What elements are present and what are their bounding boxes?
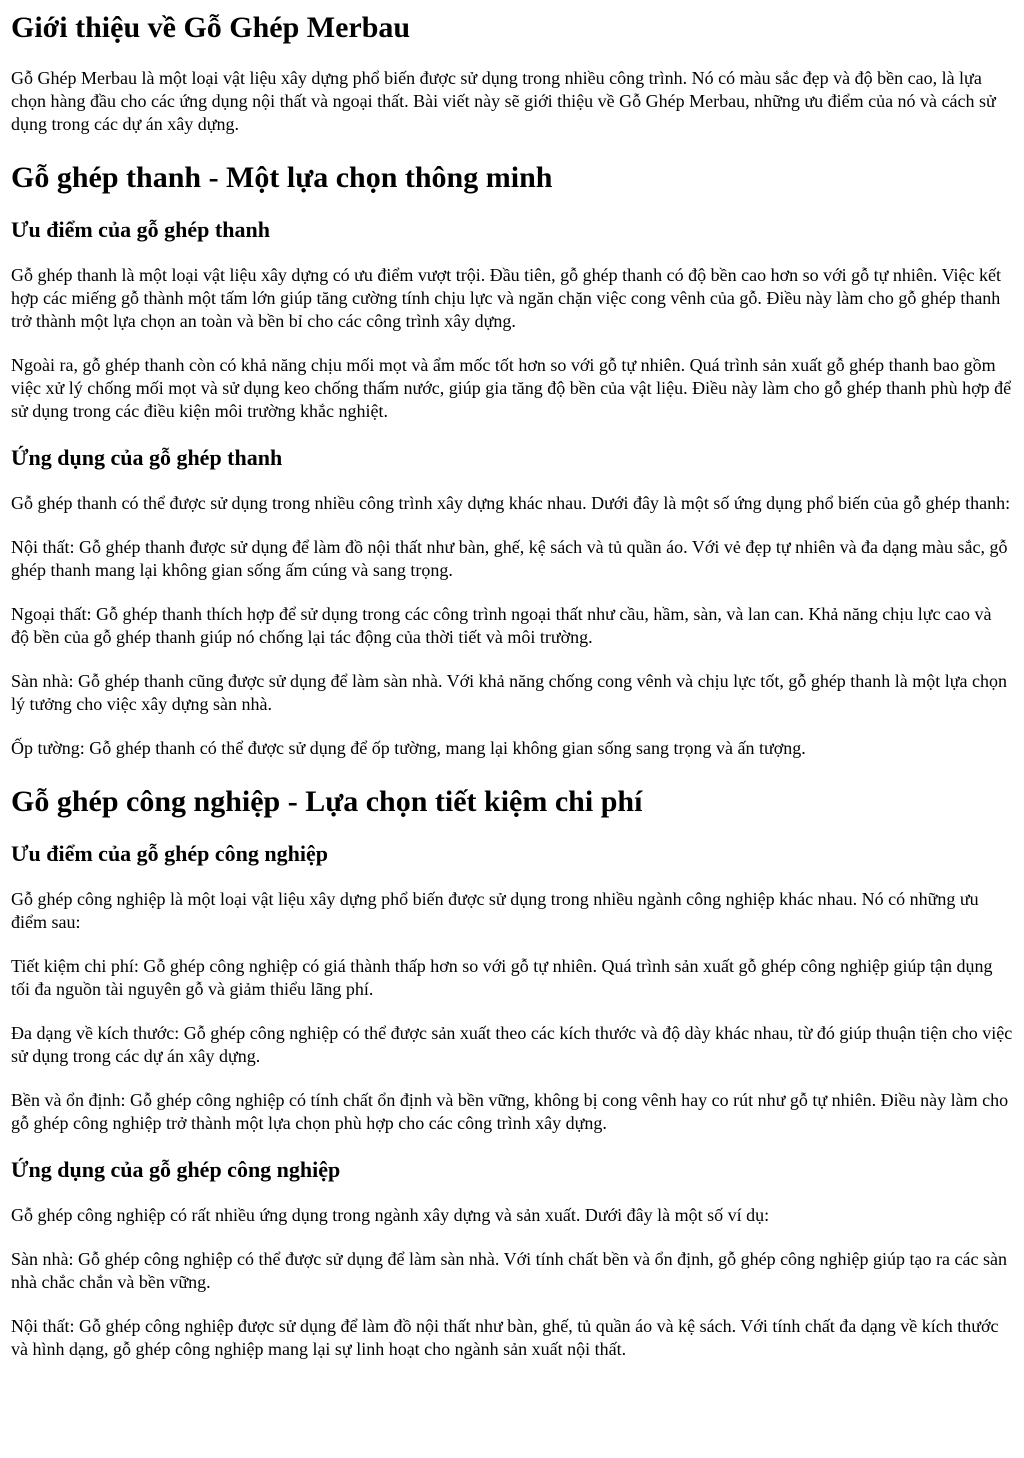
section-go-ghep-cong-nghiep: [11, 784, 1013, 1361]
subsection-heading: Ứng dụng của gỗ ghép công nghiệp: [11, 1157, 341, 1182]
subsection-heading: Ứng dụng của gỗ ghép thanh: [11, 445, 283, 470]
paragraph: Sàn nhà: Gỗ ghép công nghiệp có thể được sử dụng để làm sàn nhà. Với tính chất bền và ổn định, gỗ ghép công nghiệp giúp tạo ra các sàn nhà chắc chắn và bền vững.: [11, 1249, 1007, 1292]
article-title: Giới thiệu về Gỗ Ghép Merbau: [11, 11, 411, 44]
paragraph: Ốp tường: Gỗ ghép thanh có thể được sử dụng để ốp tường, mang lại không gian sống sang trọng và ấn tượng.: [11, 738, 806, 758]
paragraph: Ngoài ra, gỗ ghép thanh còn có khả năng chịu mối mọt và ẩm mốc tốt hơn so với gỗ tự nhiên. Quá trình sản xuất gỗ ghép thanh bao gồm việc xử lý chống mối mọt và sử dụng keo chống thấm nước, giúp gia tăng độ bền của vật liệu. Điều này làm cho gỗ ghép thanh phù hợp để sử dụng trong các điều kiện môi trường khắc nghiệt.: [11, 355, 1012, 421]
paragraph: Gỗ ghép thanh có thể được sử dụng trong nhiều công trình xây dựng khác nhau. Dưới đây là một số ứng dụng phổ biến của gỗ ghép thanh:: [11, 493, 1011, 513]
paragraph: Gỗ ghép công nghiệp là một loại vật liệu xây dựng phổ biến được sử dụng trong nhiều ngành công nghiệp khác nhau. Nó có những ưu điểm sau:: [11, 889, 979, 932]
subsection-heading: Ưu điểm của gỗ ghép công nghiệp: [11, 841, 329, 866]
paragraph: Nội thất: Gỗ ghép thanh được sử dụng để làm đồ nội thất như bàn, ghế, kệ sách và tủ quần áo. Với vẻ đẹp tự nhiên và đa dạng màu sắc, gỗ ghép thanh mang lại không gian sống ấm cúng và sang trọng.: [11, 537, 1008, 580]
section-go-ghep-thanh: [11, 160, 1013, 760]
paragraph: Gỗ ghép thanh là một loại vật liệu xây dựng có ưu điểm vượt trội. Đầu tiên, gỗ ghép thanh có độ bền cao hơn so với gỗ tự nhiên. Việc kết hợp các miếng gỗ thành một tấm lớn giúp tăng cường tính chịu lực và ngăn chặn việc cong vênh của gỗ. Điều này làm cho gỗ ghép thanh trở thành một lựa chọn an toàn và bền bỉ cho các công trình xây dựng.: [11, 265, 1001, 331]
section-heading: Gỗ ghép thanh - Một lựa chọn thông minh: [11, 161, 553, 194]
paragraph: Đa dạng về kích thước: Gỗ ghép công nghiệp có thể được sản xuất theo các kích thước và độ dày khác nhau, từ đó giúp thuận tiện cho việc sử dụng trong các dự án xây dựng.: [11, 1023, 1013, 1066]
paragraph: Tiết kiệm chi phí: Gỗ ghép công nghiệp có giá thành thấp hơn so với gỗ tự nhiên. Quá trình sản xuất gỗ ghép công nghiệp giúp tận dụng tối đa nguồn tài nguyên gỗ và giảm thiểu lãng phí.: [11, 956, 993, 999]
article: [0, 10, 1024, 1361]
paragraph: Gỗ ghép công nghiệp có rất nhiều ứng dụng trong ngành xây dựng và sản xuất. Dưới đây là một số ví dụ:: [11, 1205, 770, 1225]
paragraph: Sàn nhà: Gỗ ghép thanh cũng được sử dụng để làm sàn nhà. Với khả năng chống cong vênh và chịu lực tốt, gỗ ghép thanh là một lựa chọn lý tưởng cho việc xây dựng sàn nhà.: [11, 671, 1008, 714]
paragraph: Ngoại thất: Gỗ ghép thanh thích hợp để sử dụng trong các công trình ngoại thất như cầu, hầm, sàn, và lan can. Khả năng chịu lực cao và độ bền của gỗ ghép thanh giúp nó chống lại tác động của thời tiết và môi trường.: [11, 604, 992, 647]
intro-paragraph: Gỗ Ghép Merbau là một loại vật liệu xây dựng phổ biến được sử dụng trong nhiều công trình. Nó có màu sắc đẹp và độ bền cao, là lựa chọn hàng đầu cho các ứng dụng nội thất và ngoại thất. Bài viết này sẽ giới thiệu về Gỗ Ghép Merbau, những ưu điểm của nó và cách sử dụng trong các dự án xây dựng.: [11, 68, 996, 134]
subsection-heading: Ưu điểm của gỗ ghép thanh: [11, 217, 270, 242]
paragraph: Nội thất: Gỗ ghép công nghiệp được sử dụng để làm đồ nội thất như bàn, ghế, tủ quần áo và kệ sách. Với tính chất đa dạng về kích thước và hình dạng, gỗ ghép công nghiệp mang lại sự linh hoạt cho ngành sản xuất nội thất.: [11, 1316, 999, 1359]
section-heading: Gỗ ghép công nghiệp - Lựa chọn tiết kiệm chi phí: [11, 785, 643, 818]
paragraph: Bền và ổn định: Gỗ ghép công nghiệp có tính chất ổn định và bền vững, không bị cong vênh hay co rút như gỗ tự nhiên. Điều này làm cho gỗ ghép công nghiệp trở thành một lựa chọn phù hợp cho các công trình xây dựng.: [11, 1090, 1009, 1133]
